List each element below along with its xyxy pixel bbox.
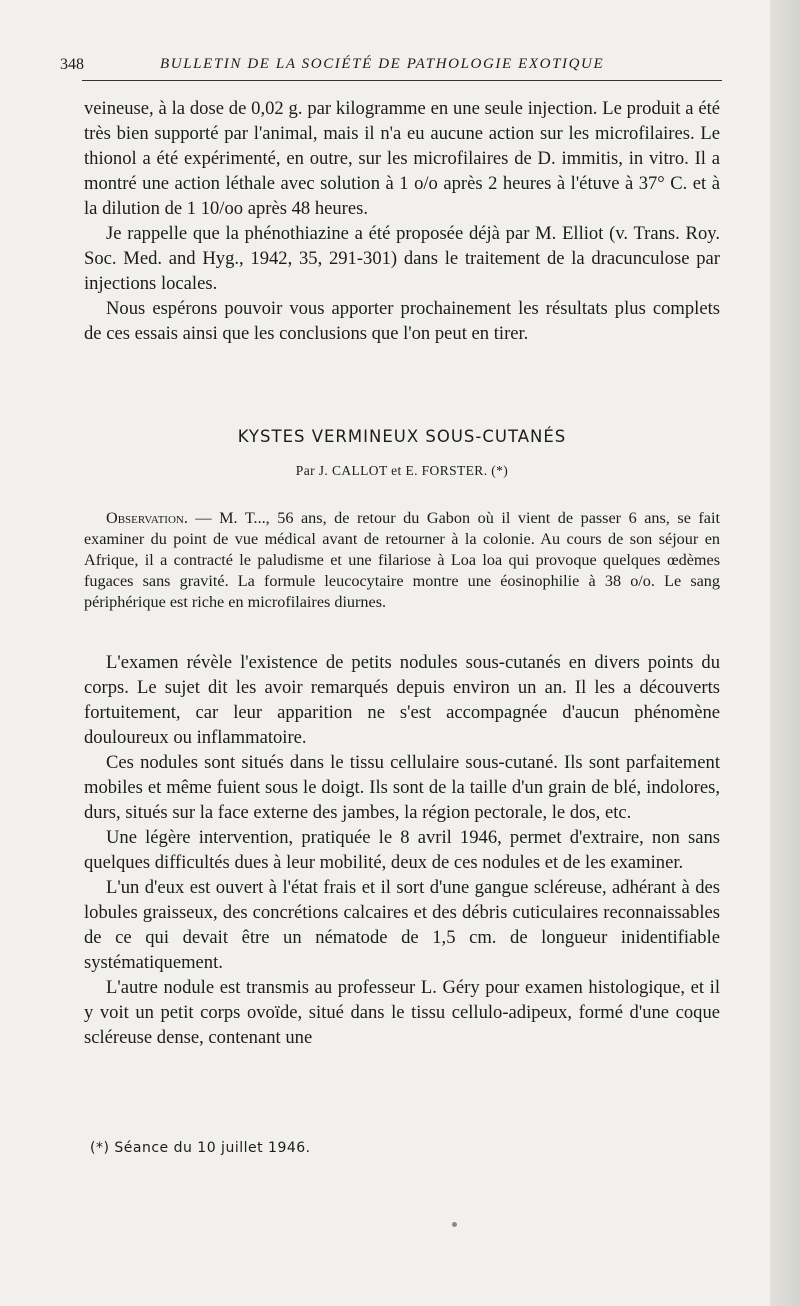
article-body	[84, 650, 720, 1050]
running-title: BULLETIN DE LA SOCIÉTÉ DE PATHOLOGIE EXOTIQUE	[160, 56, 605, 72]
footnote: (*) Séance du 10 juillet 1946.	[90, 1140, 311, 1156]
observation-label: Observation.	[106, 509, 188, 527]
article-paragraph: L'autre nodule est transmis au professeur L. Géry pour examen histologique, et il y voit un petit corps ovoïde, situé dans le tissu cellulo-adipeux, formé d'une coque scléreuse dense, contenant une	[84, 977, 720, 1048]
intro-text	[84, 96, 720, 346]
intro-paragraph: Nous espérons pouvoir vous apporter prochainement les résultats plus complets de ces essais ainsi que les conclusions que l'on peut en tirer.	[84, 298, 720, 344]
article-paragraph: L'examen révèle l'existence de petits nodules sous-cutanés en divers points du corps. Le sujet dit les avoir remarqués depuis environ un an. Il les a découverts fortuitement, car leur apparition ne s'est accompagnée d'aucun phénomène douloureux ou inflammatoire.	[84, 652, 720, 748]
observation-text: — M. T..., 56 ans, de retour du Gabon où il vient de passer 6 ans, se fait examiner du point de vue médical avant de retourner à la colonie. Au cours de son séjour en Afrique, il a contracté le paludisme et une filariose à Loa loa qui provoque quelques œdèmes fugaces sans gravité. La formule leucocytaire montre une éosinophilie à 38 o/o. Le sang périphérique est riche en microfilaires diurnes.	[84, 509, 720, 611]
header-rule	[82, 80, 722, 81]
article-paragraph: Une légère intervention, pratiquée le 8 avril 1946, permet d'extraire, non sans quelques difficultés dues à leur mobilité, deux de ces nodules et de les examiner.	[84, 827, 720, 873]
article-paragraph: L'un d'eux est ouvert à l'état frais et il sort d'une gangue scléreuse, adhérant à des lobules graisseux, des concrétions calcaires et des débris cuticulaires reconnaissables de ce qui devait être un nématode de 1,5 cm. de longueur inidentifiable systématiquement.	[84, 877, 720, 973]
page-edge	[770, 0, 800, 1306]
article-title: KYSTES VERMINEUX SOUS-CUTANÉS	[237, 427, 567, 446]
page-number: 348	[60, 56, 84, 73]
intro-paragraph: Je rappelle que la phénothiazine a été proposée déjà par M. Elliot (v. Trans. Roy. Soc. Med. and Hyg., 1942, 35, 291-301) dans le traitement de la dracunculose par injections locales.	[84, 223, 720, 294]
paper-speck	[452, 1222, 457, 1227]
observation-paragraph	[84, 508, 720, 613]
page-header	[60, 52, 720, 82]
article-paragraph: Ces nodules sont situés dans le tissu cellulaire sous-cutané. Ils sont parfaitement mobiles et même fuient sous le doigt. Ils sont de la taille d'un grain de blé, indolores, durs, situés sur la face externe des jambes, la région pectorale, le dos, etc.	[84, 752, 720, 823]
article-authors: Par J. CALLOT et E. FORSTER. (*)	[295, 463, 509, 478]
observation-block	[84, 508, 720, 613]
intro-paragraph: veineuse, à la dose de 0,02 g. par kilogramme en une seule injection. Le produit a été très bien supporté par l'animal, mais il n'a eu aucune action sur les microfilaires. Le thionol a été expérimenté, en outre, sur les microfilaires de D. immitis, in vitro. Il a montré une action léthale avec solution à 1 o/o après 2 heures à l'étuve à 37° C. et à la dilution de 1 10/oo après 48 heures.	[84, 98, 720, 219]
